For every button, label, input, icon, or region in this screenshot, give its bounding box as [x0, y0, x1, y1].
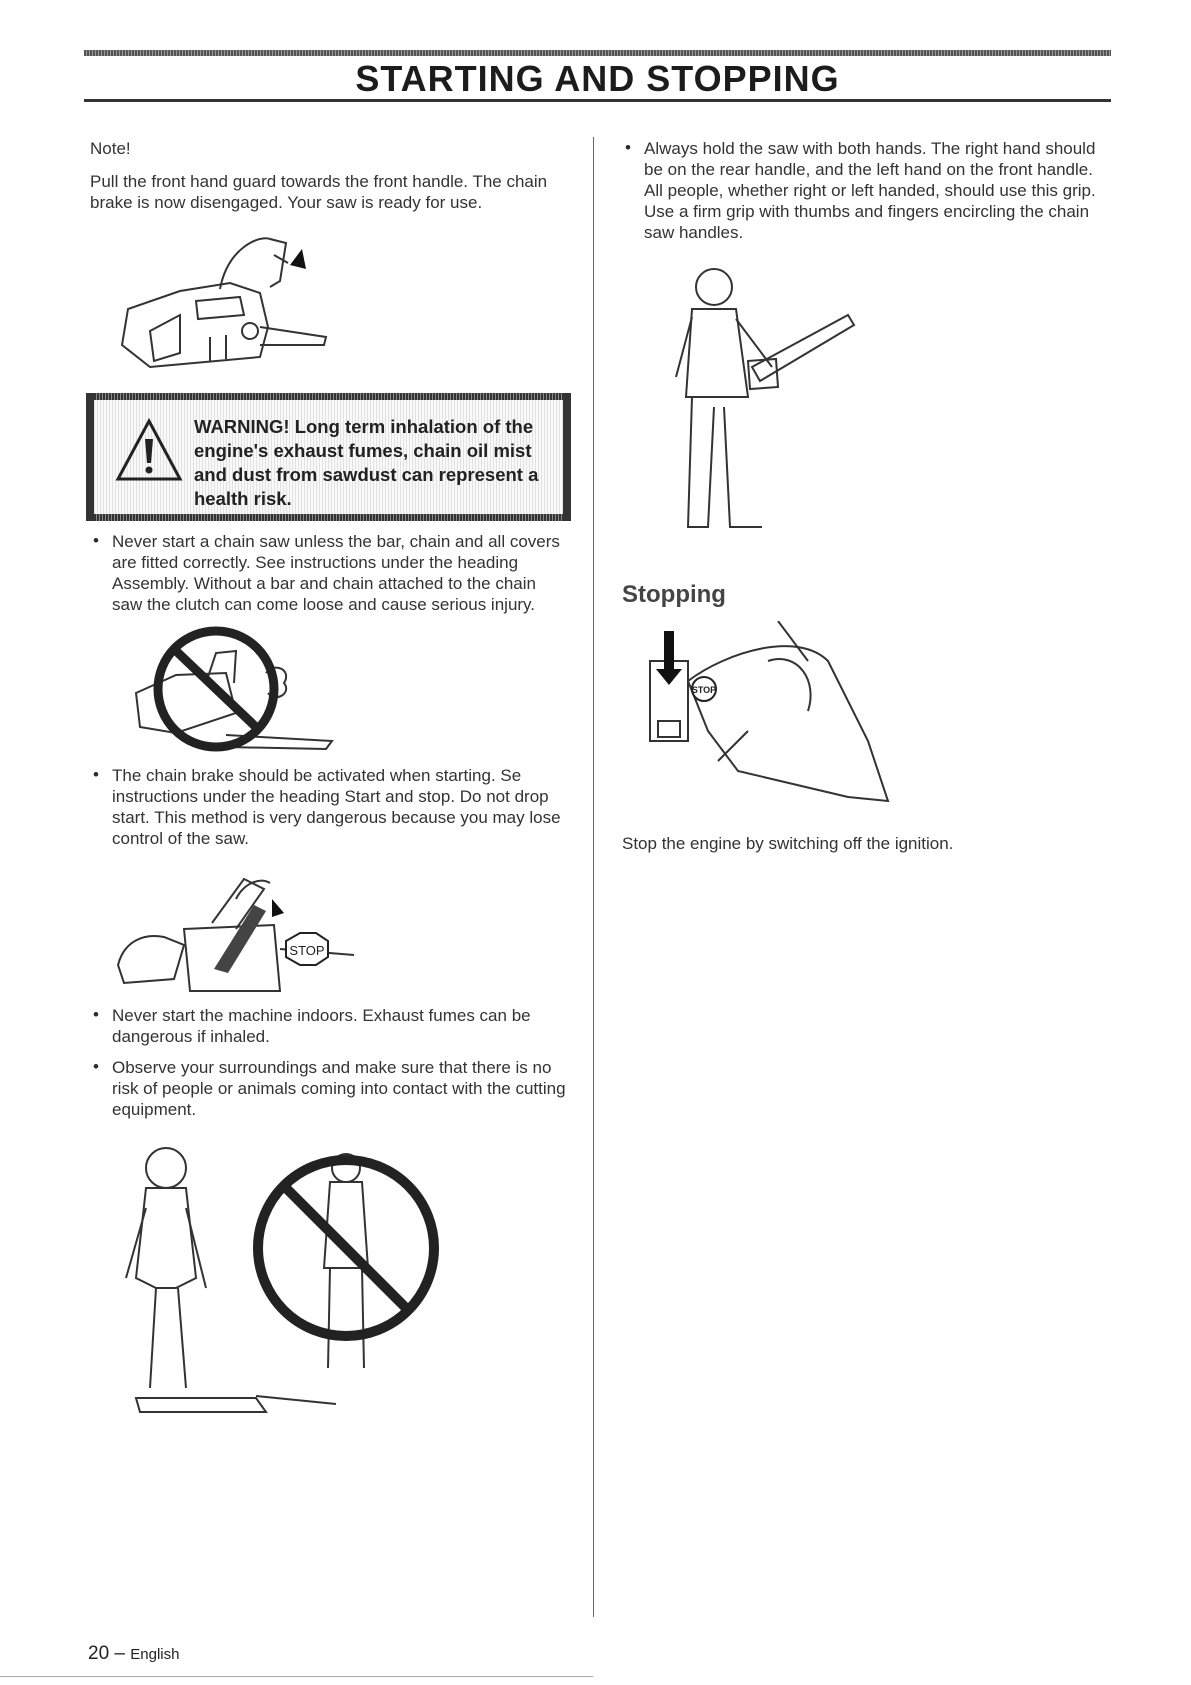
stopping-text: Stop the engine by switching off the ignition.	[622, 834, 954, 853]
stop-switch-illustration	[648, 621, 948, 821]
stop-switch-label: STOP	[691, 685, 717, 695]
bullet-text: Observe your surroundings and make sure that there is no risk of people or animals coming into contact with the cutting equipment.	[112, 1058, 566, 1119]
bullet-text: Never start a chain saw unless the bar, chain and all covers are fitted correctly. See instructions under the heading Assembly. Without a bar and chain attached to the chain saw the clutch can come loose and cause serious injury.	[112, 532, 560, 614]
header-rule-bottom	[84, 99, 1111, 102]
page-number-separator: –	[109, 1643, 131, 1664]
stop-sign-label: STOP	[289, 943, 325, 958]
page-number-value: 20	[88, 1643, 110, 1664]
bullet-text: Always hold the saw with both hands. The right hand should be on the rear handle, and the left hand on the front handle. All people, whether right or left handed, should use this grip. Use a firm grip with thumbs and fingers encircling the chain saw handles.	[644, 139, 1096, 242]
stop-switch-icon	[692, 677, 716, 701]
right-column	[622, 138, 1107, 854]
no-chain-prohibition-illustration	[116, 623, 356, 755]
header-rule-top	[84, 50, 1111, 56]
bullet-icon: •	[625, 138, 631, 157]
page-language: English	[130, 1646, 180, 1663]
warning-text: WARNING! Long term inhalation of the engine's exhaust fumes, chain oil mist and dust from sawdust can represent a health risk.	[194, 416, 539, 509]
page-title: STARTING AND STOPPING	[355, 58, 840, 99]
column-divider	[593, 137, 594, 1617]
stop-sign-icon	[286, 933, 328, 965]
warning-box	[86, 393, 571, 521]
surroundings-safety-illustration	[116, 1128, 456, 1428]
section-heading-stopping: Stopping	[622, 581, 726, 608]
list-item	[622, 138, 1107, 243]
left-column	[90, 138, 570, 1428]
bullet-icon: •	[93, 765, 99, 784]
curved-arrow-icon	[272, 899, 284, 917]
list-item	[90, 1057, 570, 1120]
footer-rule	[0, 1676, 593, 1677]
warning-triangle-icon	[114, 417, 184, 483]
bullet-text: The chain brake should be activated when starting. Se instructions under the heading Start and stop. Do not drop start. This method is very dangerous because you may lose control of the saw.	[112, 766, 561, 848]
bullet-icon: •	[93, 1005, 99, 1024]
down-arrow-icon	[656, 631, 682, 685]
prohibition-icon	[258, 1160, 434, 1336]
list-item	[90, 765, 570, 849]
list-item	[90, 531, 570, 615]
curved-arrow-icon	[290, 249, 306, 269]
bullet-icon: •	[93, 531, 99, 550]
bullet-text: Never start the machine indoors. Exhaust fumes can be dangerous if inhaled.	[112, 1006, 531, 1046]
list-item	[90, 1005, 570, 1047]
chainsaw-front-guard-illustration	[110, 227, 330, 387]
note-label: Note!	[90, 139, 131, 158]
two-hand-grip-illustration	[652, 257, 872, 557]
chain-brake-start-illustration	[104, 859, 364, 999]
note-text: Pull the front hand guard towards the front handle. The chain brake is now disengaged. Your saw is ready for use.	[90, 172, 548, 212]
prohibition-icon	[158, 631, 274, 747]
page-number	[88, 1643, 179, 1665]
bullet-icon: •	[93, 1057, 99, 1076]
